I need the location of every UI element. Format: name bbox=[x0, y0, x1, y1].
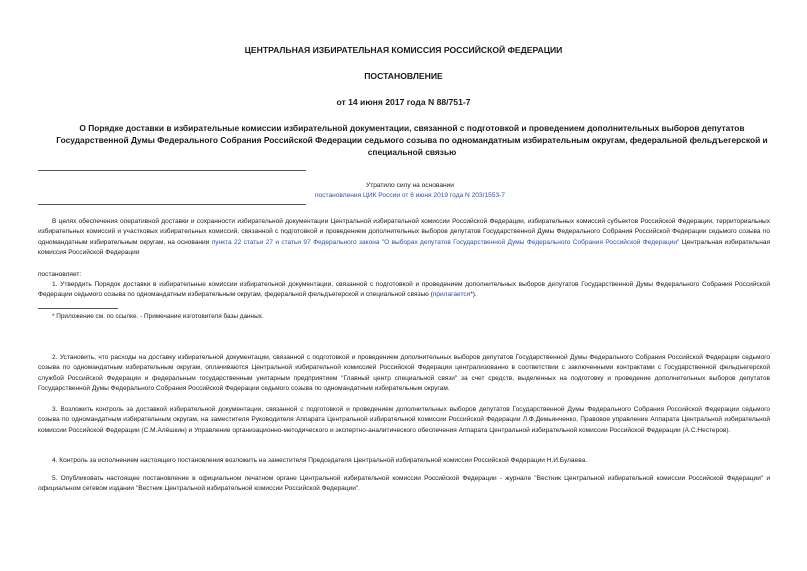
intro-paragraph bbox=[38, 217, 770, 258]
document-date-number: от 14 июня 2017 года N 88/751-7 bbox=[336, 97, 471, 107]
p1-text-before: 1. Утвердить Порядок доставки в избирательные комиссии избирательной документации, связанной с подготовкой и проведением дополнительных выборов депутатов Государственной Думы Федерального Собрания Российской Федерации седьмого созыва по одномандатным избирательным округам, федеральной фельдъегерской и специальной связью ( bbox=[38, 281, 770, 299]
resolves-label: постановляет: bbox=[38, 271, 82, 278]
paragraph-3 bbox=[38, 405, 770, 436]
paragraph-2 bbox=[38, 353, 770, 394]
document-title: О Порядке доставки в избирательные комиссии избирательной документации, связанной с подготовкой и проведением дополнительных выборов депутатов Государственной Думы Федерального Собрания Российской Федерации седьмого созыва по одномандатным избирательным округам, федеральной фельдъегерской и специальной связью bbox=[56, 123, 768, 157]
lost-force-label: Утратило силу на основании bbox=[366, 182, 454, 189]
paragraph-1 bbox=[38, 280, 770, 301]
p5-text: 5. Опубликовать настоящее постановление в официальном печатном органе Центральной избирательной комиссии Российской Федерации - журнале "Вестник Центральной избирательной комиссии Российской Федерации" и официальном сетевом издании "Вестник Центральной избирательной комиссии Российской Федерации". bbox=[38, 475, 770, 493]
p1-text-after: *). bbox=[470, 291, 477, 299]
paragraph-4 bbox=[38, 456, 770, 466]
footnote: * Приложение см. по ссылке. - Примечание изготовителя базы данных. bbox=[52, 313, 264, 320]
lost-force-link[interactable]: постановления ЦИК России от 6 июня 2019 года N 203/1553-7 bbox=[314, 192, 506, 199]
divider-top bbox=[38, 170, 306, 171]
divider-bottom bbox=[38, 204, 306, 205]
footnote-divider bbox=[38, 308, 118, 309]
lost-force-line bbox=[260, 191, 560, 201]
p2-text: 2. Установить, что расходы на доставку избирательной документации, связанной с подготовкой и проведением дополнительных выборов депутатов Государственной Думы Федерального Собрания Российской Федерации седьмого созыва по одномандатным избирательным округам, оплачиваются Центральной избирательной комиссией Российской Федерации централизованно в соответствии с заключенными контрактами с Государственной фельдъегерской службой Российской Федерации и федеральным государственным унитарным предприятием "Главный центр специальной связи" за счет средств, выделенных на подготовку и проведение дополнительных выборов депутатов Государственной Думы Федерального Собрания Российской Федерации седьмого созыва по одномандатным избирательным округам. bbox=[38, 354, 770, 392]
p4-text: 4. Контроль за исполнением настоящего постановления возложить на заместителя Председателя Центральной избирательной комиссии Российской Федерации Н.И.Булаева. bbox=[52, 457, 588, 464]
document-type: ПОСТАНОВЛЕНИЕ bbox=[364, 71, 443, 81]
intro-text-after: Центральная избирательная комиссия Российской Федерации bbox=[38, 238, 771, 256]
intro-text-before: В целях обеспечения оперативной доставки и сохранности избирательной документации Центральной избирательной комиссии Российской Федерации, избирательных комиссий субъектов Российской Федерации, территориальных избирательных комиссий и участковых избирательных комиссий, связанной с подготовкой и проведением дополнительных выборов депутатов Государственной Думы Федерального Собрания Российской Федерации седьмого созыва по одномандатным избирательным округам, на основании bbox=[38, 218, 770, 246]
appendix-link[interactable]: прилагается bbox=[432, 291, 471, 299]
commission-name: ЦЕНТРАЛЬНАЯ ИЗБИРАТЕЛЬНАЯ КОМИССИЯ РОССИЙСКОЙ ФЕДЕРАЦИИ bbox=[244, 45, 563, 55]
law-article-link[interactable]: пункта 22 статьи 27 и статьи 97 Федерального закона "О выборах депутатов Государственной Думы Федерального Собрания Российской Федерации" bbox=[211, 238, 680, 246]
paragraph-5 bbox=[38, 474, 770, 495]
p3-text: 3. Возложить контроль за доставкой избирательной документации, связанной с подготовкой и проведением дополнительных выборов депутатов Государственной Думы Федерального Собрания Российской Федерации седьмого созыва по одномандатным избирательным округам, на заместителя Руководителя Аппарата Центральной избирательной комиссии Российской Федерации Л.Ф.Демьянченко, Правовое управление Аппарата Центральной избирательной комиссии Российской Федерации (С.М.Алёшкин) и Управление организационно-методического и экспертно-аналитического обеспечения Аппарата Центральной избирательной комиссии Российской Федерации (А.С.Нестеров). bbox=[38, 406, 770, 434]
